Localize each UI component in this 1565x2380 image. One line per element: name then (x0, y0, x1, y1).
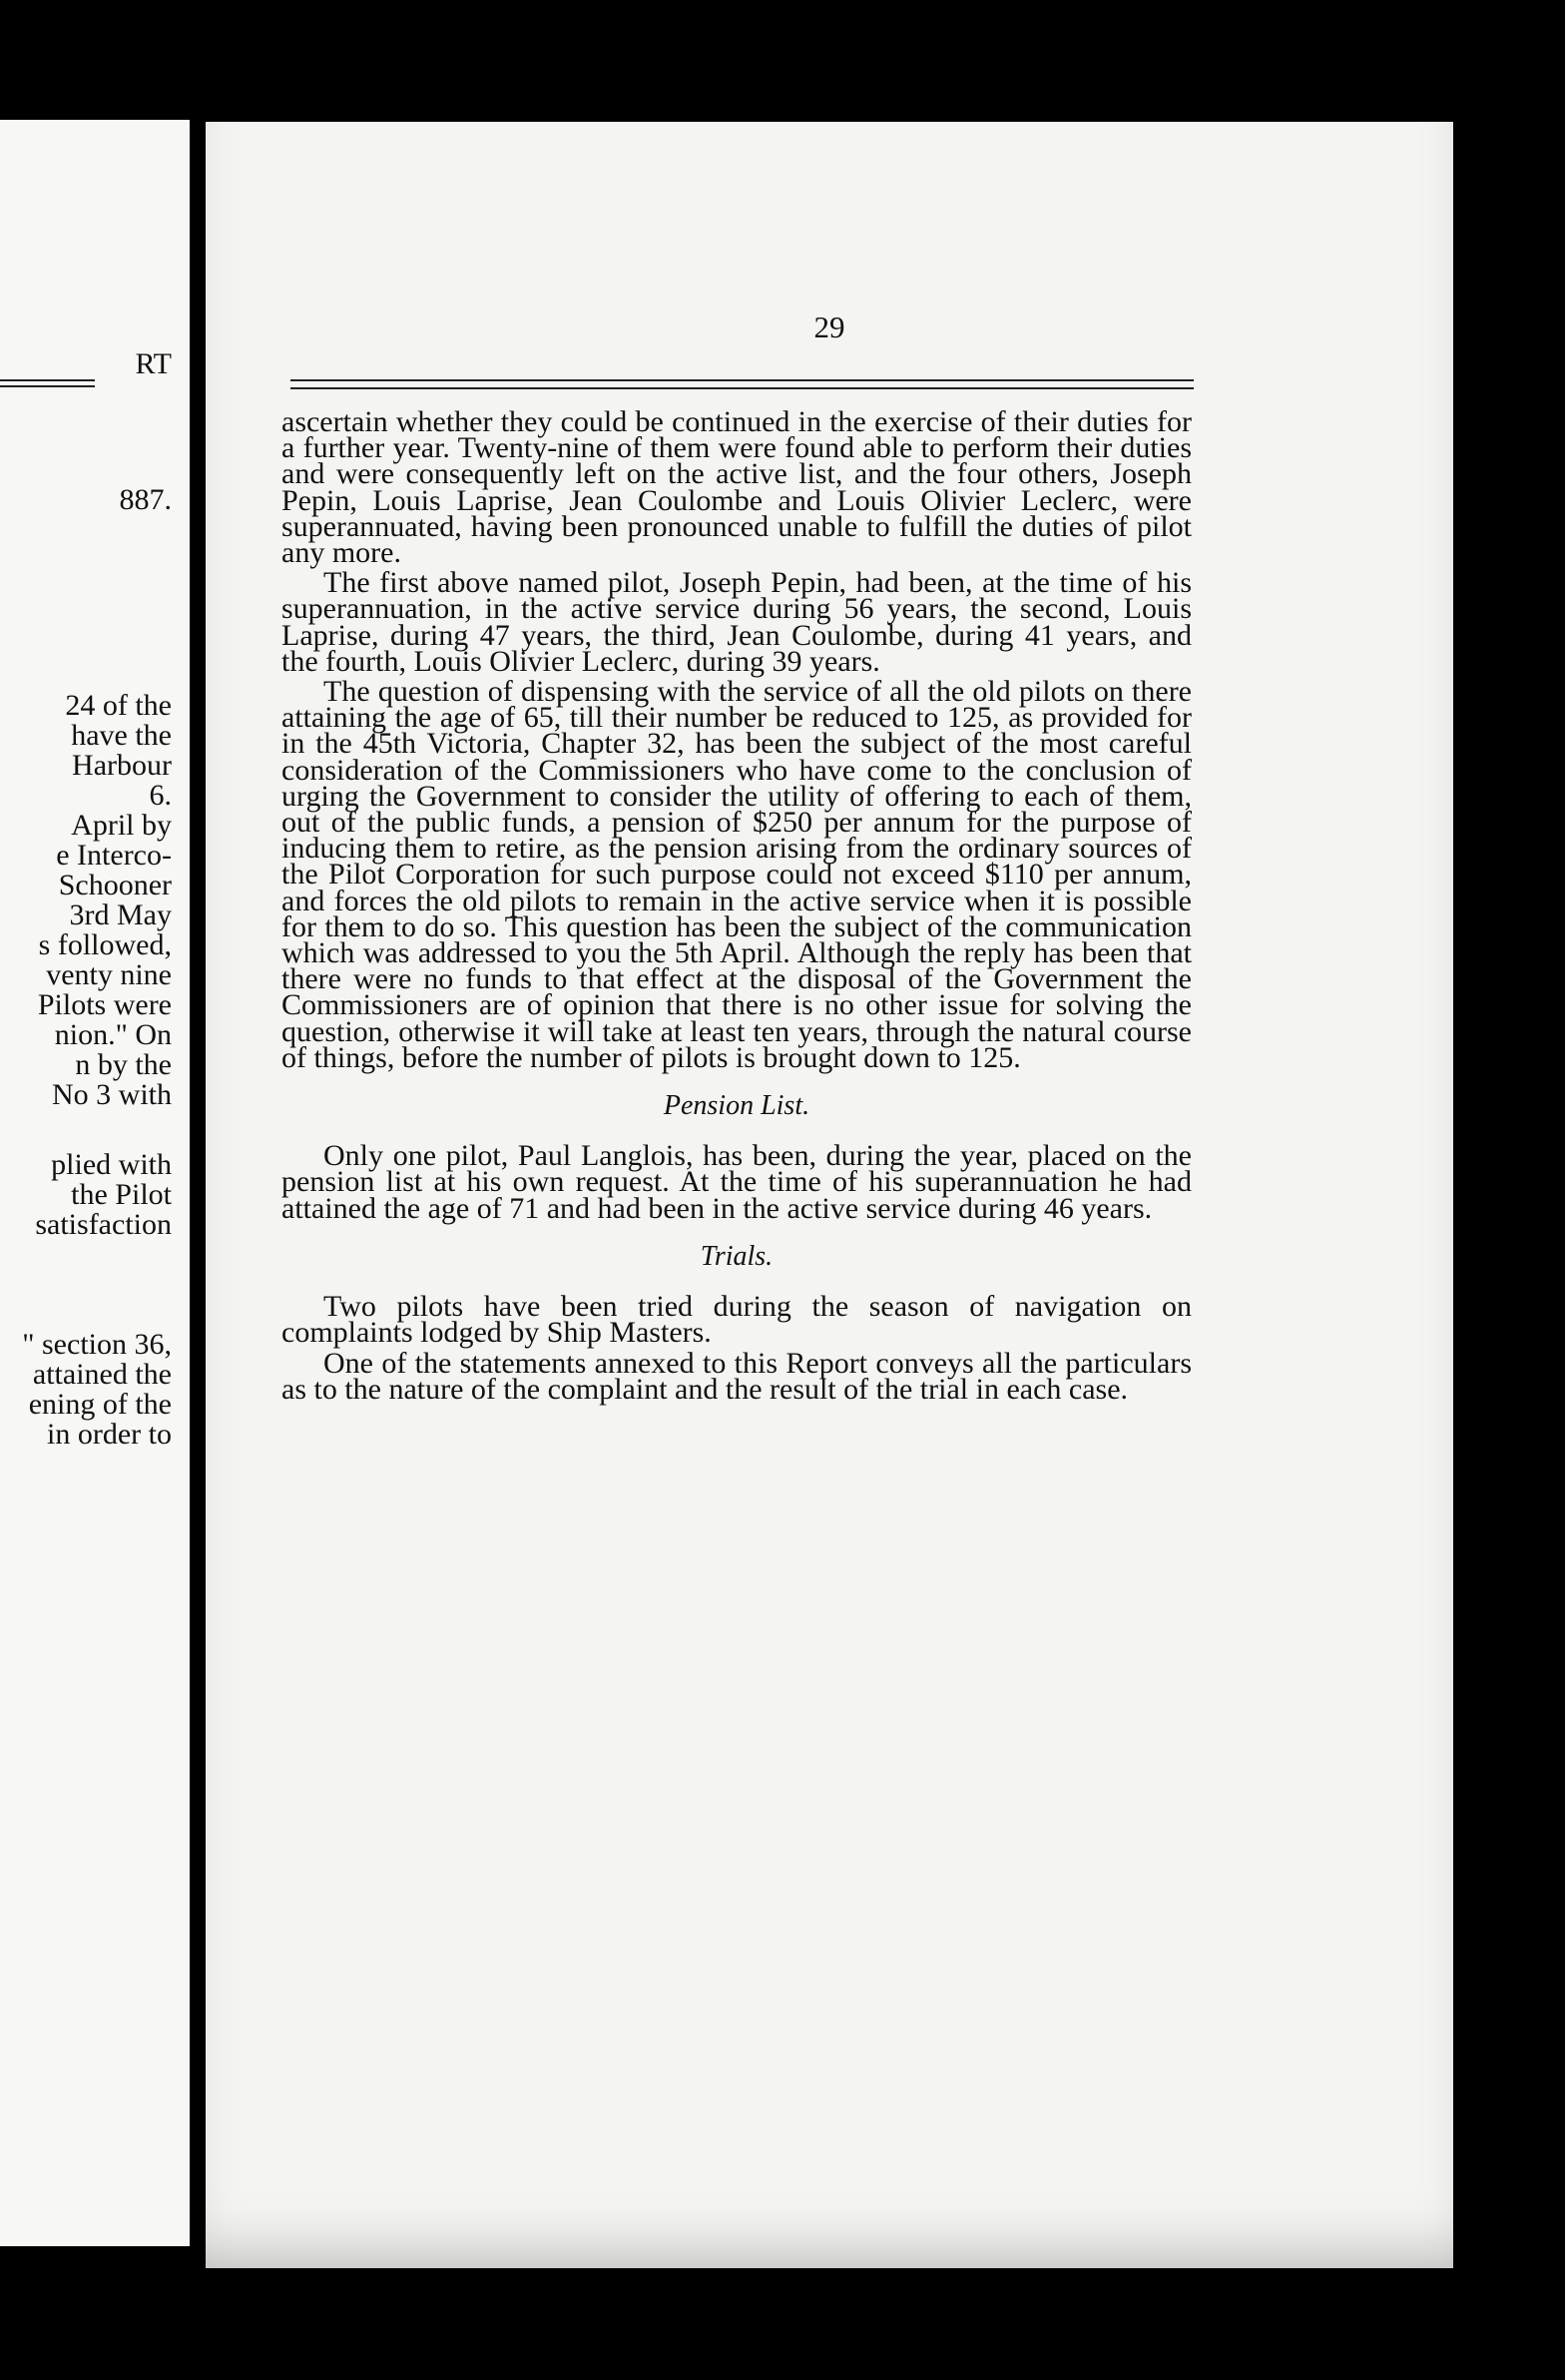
section-heading-trials: Trials. (700, 1240, 774, 1272)
left-header-rule (0, 379, 95, 387)
paragraph: Only one pilot, Paul Langlois, has been, during the year, placed on the pension list at his own request. At the time of his superannuation he had attained the age of 71 and had been in the active service during 46 years. (281, 1139, 1192, 1225)
left-line: 3rd May (69, 898, 172, 931)
left-line: s followed, (38, 928, 172, 961)
left-line: attained the (32, 1358, 172, 1391)
paragraph: Two pilots have been tried during the season of navigation on complaints lodged by Ship Masters. (281, 1290, 1192, 1350)
section-heading-pension-list: Pension List. (663, 1090, 810, 1122)
left-line: n by the (75, 1048, 172, 1081)
paragraph: One of the statements annexed to this Report conveys all the particulars as to the nature of the complaint and the result of the trial in each case. (281, 1346, 1192, 1406)
left-line: in order to (47, 1418, 172, 1451)
left-line: the Pilot (71, 1178, 172, 1211)
left-line: RT (135, 347, 172, 380)
paragraph: The question of dispensing with the service of all the old pilots on there attaining the age of 65, till their number be reduced to 125, as provided for in the 45th Victoria, Chapter 32, has been the subject of the most careful consideration of the Commissioners who have come to the conclusion of urging the Government to consider the utility of offering to each of them, out of the public funds, a pension of $250 per annum for the purpose of inducing them to retire, as the pension arising from the ordinary sources of the Pilot Corporation for such purpose could not exceed $110 per annum, and forces the old pilots to remain in the active service when it is possible for them to do so. This question has been the subject of the communication which was addressed to you the 5th April. Although the reply has been that there were no funds to that effect at the disposal of the Government the Commissioners are of opinion that there is no other issue for solving the question, otherwise it will take at least ten years, through the natural course of things, before the number of pilots is brought down to 125. (281, 675, 1192, 1074)
left-page-fragment (0, 120, 190, 2246)
left-line: Pilots were (37, 988, 172, 1021)
left-line: nion." On (54, 1018, 172, 1051)
left-line: venty nine (46, 958, 172, 991)
left-line: ening of the (28, 1388, 172, 1421)
left-line: 6. (149, 779, 172, 812)
document-page (206, 122, 1453, 2268)
left-line: plied with (51, 1148, 172, 1181)
left-line: " section 36, (22, 1328, 172, 1361)
header-rule (290, 379, 1194, 389)
left-line: Schooner (58, 869, 172, 901)
left-line: satisfaction (35, 1208, 172, 1241)
paragraph: ascertain whether they could be continued in the exercise of their duties for a further year. Twenty-nine of them were found able to perform their duties and were consequently left on the active list, and the four others, Joseph Pepin, Louis Laprise, Jean Coulombe and Louis Olivier Leclerc, were superannuated, having been pronounced unable to fulfill the duties of pilot any more. (281, 405, 1192, 570)
left-line: 887. (119, 483, 172, 516)
paragraph: The first above named pilot, Joseph Pepin, had been, at the time of his superannuation, in the active service during 56 years, the second, Louis Laprise, during 47 years, the third, Jean Coulombe, during 41 years, and the fourth, Louis Olivier Leclerc, during 39 years. (281, 566, 1192, 678)
left-line: April by (71, 809, 172, 842)
left-line: 24 of the (65, 689, 172, 722)
left-line: No 3 with (52, 1078, 172, 1111)
left-line: Harbour (72, 749, 172, 782)
page-number: 29 (813, 309, 845, 344)
left-line: e Interco- (56, 839, 172, 872)
left-line: have the (71, 719, 172, 752)
body-text (281, 405, 1192, 1407)
